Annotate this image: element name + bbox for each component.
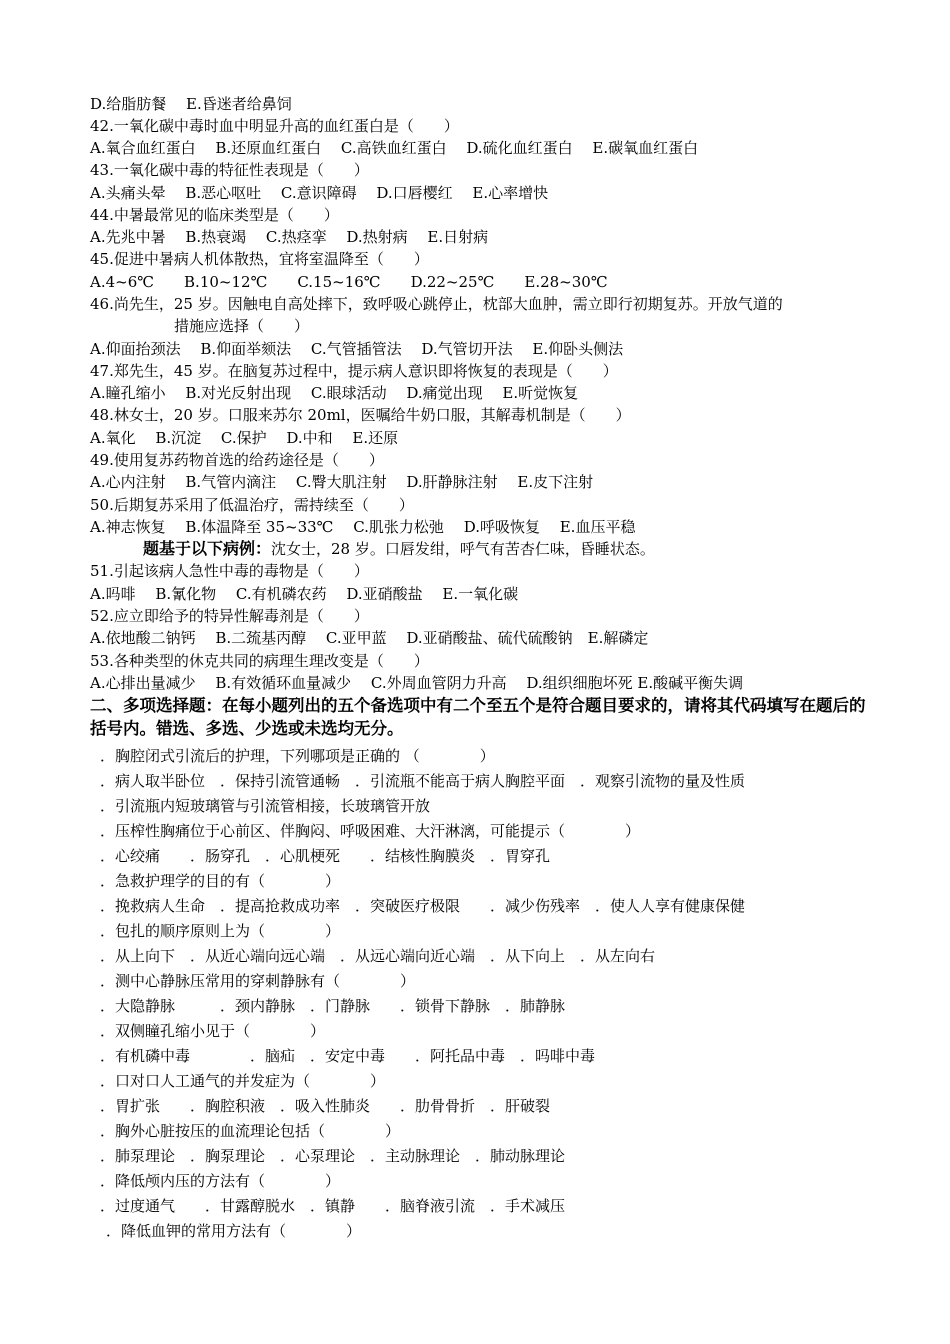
question-line: 42.一氧化碳中毒时血中明显升高的血红蛋白是（ ） — [90, 117, 459, 135]
options-line: ．从上向下 ．从近心端向远心端 ．从远心端向近心端 ．从下向上 ．从左向右 — [100, 947, 656, 965]
question-line: ．急救护理学的目的有（ ） — [100, 872, 341, 890]
options-line: ．病人取半卧位 ．保持引流管通畅 ．引流瓶不能高于病人胸腔平面 ．观察引流物的量及性质 — [100, 772, 746, 790]
options-line: A.氧化 B.沉淀 C.保护 D.中和 E.还原 — [90, 429, 399, 447]
case-heading: 题基于以下病例： — [143, 539, 272, 558]
question-line: ．胸腔闭式引流后的护理，下列哪项是正确的 （ ） — [100, 747, 495, 765]
question-line: 44.中暑最常见的临床类型是（ ） — [90, 206, 339, 224]
question-line: ．口对口人工通气的并发症为（ ） — [100, 1072, 386, 1090]
options-line: ．挽救病人生命 ．提高抢救成功率 ．突破医疗极限 ．减少伤残率 ．使人人享有健康保健 — [100, 897, 746, 915]
case-line — [143, 539, 655, 559]
text-line: D.给脂肪餐 E.昏迷者给鼻饲 — [90, 95, 292, 113]
question-line: ．双侧瞳孔缩小见于（ ） — [100, 1022, 326, 1040]
question-line: 51.引起该病人急性中毒的毒物是（ ） — [90, 562, 369, 580]
question-line: 43.一氧化碳中毒的特征性表现是（ ） — [90, 161, 369, 179]
question-line: 53.各种类型的休克共同的病理生理改变是（ ） — [90, 652, 429, 670]
question-line: ．降低血钾的常用方法有（ ） — [106, 1222, 362, 1240]
options-line: A.瞳孔缩小 B.对光反射出现 C.眼球活动 D.痛觉出现 E.听觉恢复 — [90, 384, 579, 402]
options-line: ．过度通气 ．甘露醇脱水 ．镇静 ．脑脊液引流 ．手术减压 — [100, 1197, 566, 1215]
options-line: A.心排出量减少 B.有效循环血量减少 C.外周血管阴力升高 D.组织细胞坏死 E.酸碱平衡失调 — [90, 674, 744, 692]
question-line: 49.使用复苏药物首选的给药途径是（ ） — [90, 451, 384, 469]
options-line: ．心绞痛 ．肠穿孔 ．心肌梗死 ．结核性胸膜炎 ．胃穿孔 — [100, 847, 551, 865]
options-line: ．大隐静脉 ．颈内静脉 ．门静脉 ．锁骨下静脉 ．肺静脉 — [100, 997, 566, 1015]
question-line: ．压榨性胸痛位于心前区、伴胸闷、呼吸困难、大汗淋漓，可能提示（ ） — [100, 822, 641, 840]
question-line: 48.林女士，20 岁。口服来苏尔 20ml，医嘱给牛奶口服，其解毒机制是（ ） — [90, 406, 631, 424]
options-line: A.头痛头晕 B.恶心呕吐 C.意识障碍 D.口唇樱红 E.心率增快 — [90, 184, 549, 202]
section-heading: 二、多项选择题：在每小题列出的五个备选项中有二个至五个是符合题目要求的，请将其代码填写在题后的括号内。错选、多选、少选或未选均无分。 — [90, 696, 866, 738]
options-line: A.依地酸二钠钙 B.二巯基丙醇 C.亚甲蓝 D.亚硝酸盐、硫代硫酸钠 E.解磷定 — [90, 629, 649, 647]
options-line: ．有机磷中毒 ．脑疝 ．安定中毒 ．阿托品中毒 ．吗啡中毒 — [100, 1047, 596, 1065]
question-line: 52.应立即给予的特异性解毒剂是（ ） — [90, 607, 369, 625]
case-text: 沈女士，28 岁。口唇发绀，呼气有苦杏仁味，昏睡状态。 — [271, 540, 655, 558]
options-line: A.吗啡 B.氰化物 C.有机磷农药 D.亚硝酸盐 E.一氧化碳 — [90, 585, 519, 603]
question-line: ．降低颅内压的方法有（ ） — [100, 1172, 341, 1190]
options-line: ．胃扩张 ．胸腔积液 ．吸入性肺炎 ．肋骨骨折 ．肝破裂 — [100, 1097, 551, 1115]
options-line: ．引流瓶内短玻璃管与引流管相接，长玻璃管开放 — [100, 797, 431, 815]
options-line: A.心内注射 B.气管内滴注 C.臀大肌注射 D.肝静脉注射 E.皮下注射 — [90, 473, 594, 491]
options-line: A.先兆中暑 B.热衰竭 C.热痉挛 D.热射病 E.日射病 — [90, 228, 489, 246]
options-line: A.神志恢复 B.体温降至 35~33℃ C.肌张力松弛 D.呼吸恢复 E.血压平稳 — [90, 518, 636, 536]
question-line: ．测中心静脉压常用的穿刺静脉有（ ） — [100, 972, 416, 990]
question-line: ．胸外心脏按压的血流理论包括（ ） — [100, 1122, 401, 1140]
options-line: A.4~6℃ B.10~12℃ C.15~16℃ D.22~25℃ E.28~30℃ — [90, 273, 608, 291]
question-line: 45.促进中暑病人机体散热，宜将室温降至（ ） — [90, 250, 429, 268]
options-line: ．肺泵理论 ．胸泵理论 ．心泵理论 ．主动脉理论 ．肺动脉理论 — [100, 1147, 566, 1165]
options-line: A.氧合血红蛋白 B.还原血红蛋白 C.高铁血红蛋白 D.硫化血红蛋白 E.碳氧血红蛋白 — [90, 139, 699, 157]
question-line: 47.郑先生，45 岁。在脑复苏过程中，提示病人意识即将恢复的表现是（ ） — [90, 362, 618, 380]
question-line: 46.尚先生，25 岁。因触电自高处摔下，致呼吸心跳停止，枕部大血肿，需立即行初期复苏。开放气道的 — [90, 295, 783, 313]
question-line: ．包扎的顺序原则上为（ ） — [100, 922, 341, 940]
question-line-continuation: 措施应选择（ ） — [174, 317, 310, 335]
question-line: 50.后期复苏采用了低温治疗，需持续至（ ） — [90, 496, 414, 514]
options-line: A.仰面抬颈法 B.仰面举颏法 C.气管插管法 D.气管切开法 E.仰卧头侧法 — [90, 340, 624, 358]
